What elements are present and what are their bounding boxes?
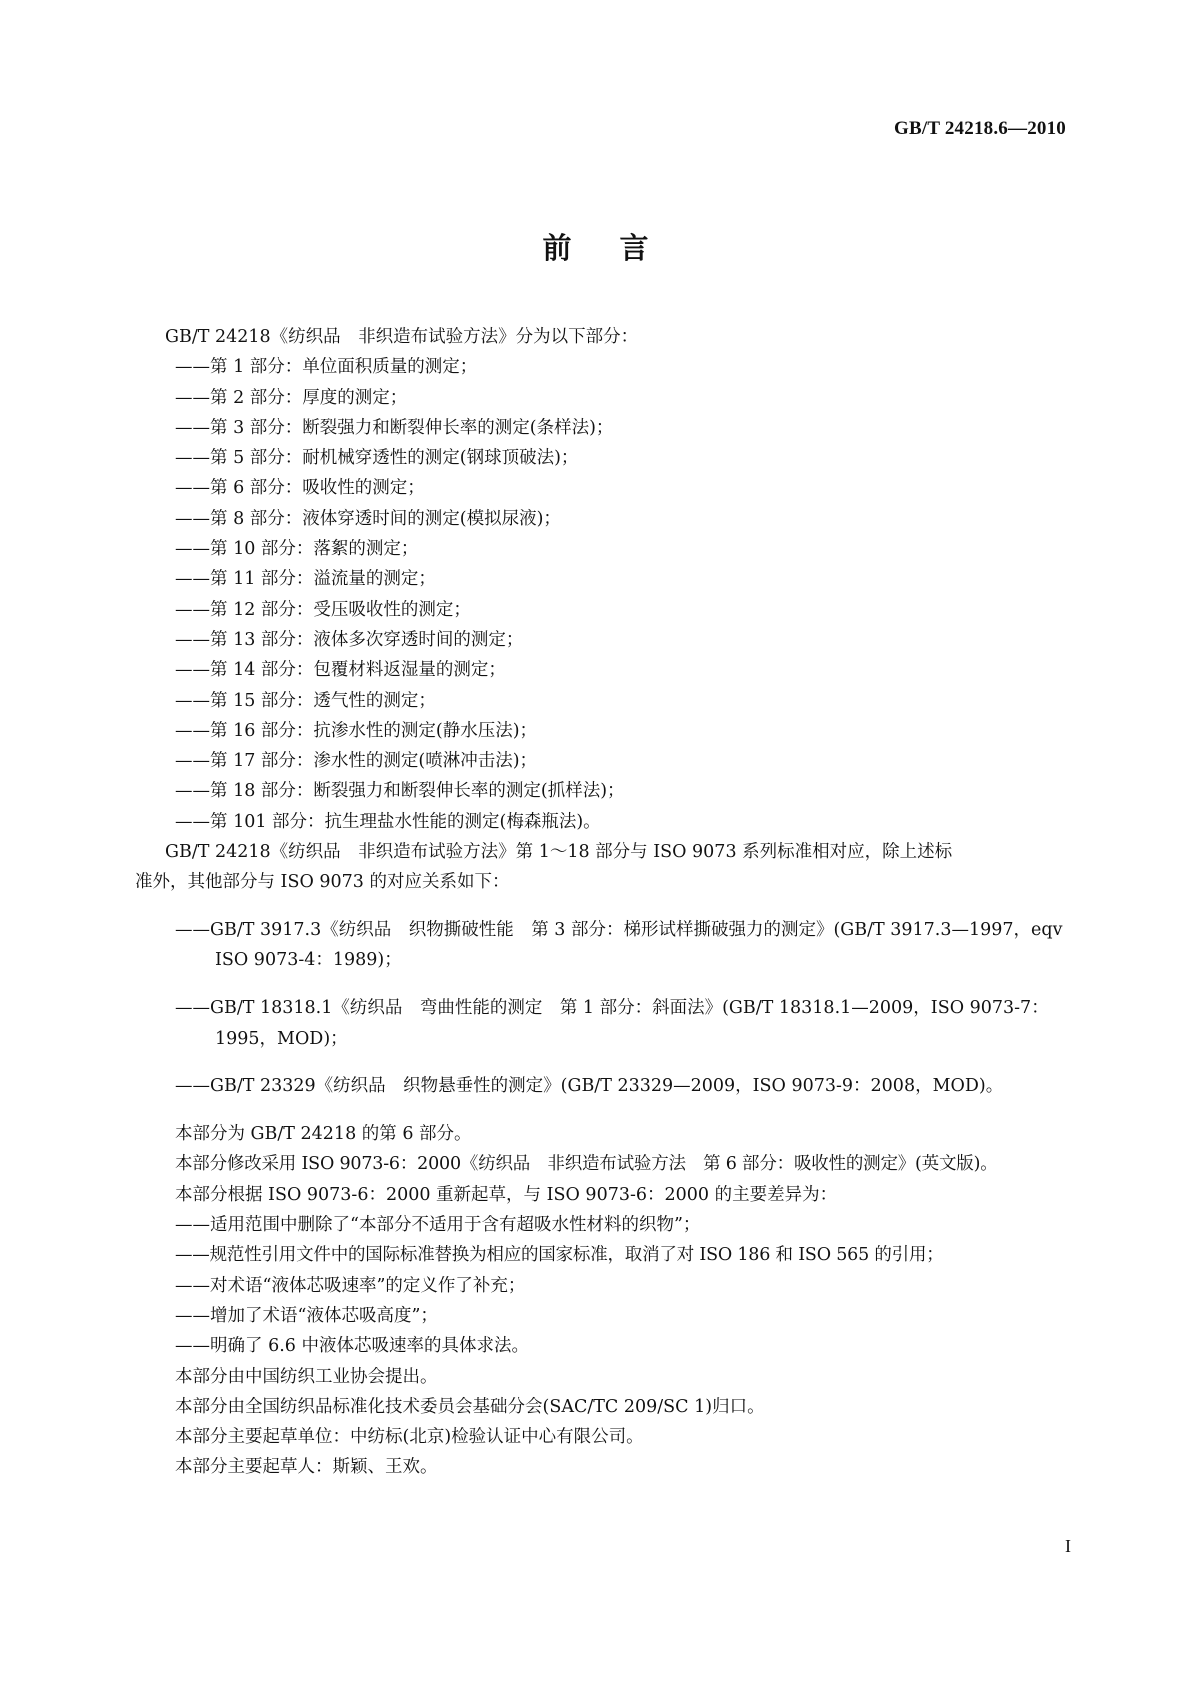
page-title: 前言: [542, 231, 697, 265]
part-item: ——第 1 部分：单位面积质量的测定；: [175, 357, 478, 378]
difference-item: ——适用范围中删除了“本部分不适用于含有超吸水性材料的织物”；: [175, 1215, 701, 1236]
part-item: ——第 18 部分：断裂强力和断裂伸长率的测定(抓样法)；: [175, 781, 625, 802]
correspondence-item: ——GB/T 18318.1《纺织品 弯曲性能的测定 第 1 部分：斜面法》(GB/T 18318.1—2009，ISO 9073-7：1995，MOD)；: [175, 998, 1049, 1049]
closing-statement: 本部分主要起草人：斯颖、王欢。: [175, 1457, 438, 1478]
part-item: ——第 10 部分：落絮的测定；: [175, 539, 419, 560]
closing-statement: 本部分由中国纺织工业协会提出。: [175, 1366, 438, 1387]
part-item: ——第 5 部分：耐机械穿透性的测定(钢球顶破法)；: [175, 448, 579, 469]
statement: 本部分为 GB/T 24218 的第 6 部分。: [175, 1124, 472, 1145]
closing-statement: 本部分由全国纺织品标准化技术委员会基础分会(SAC/TC 209/SC 1)归口。: [175, 1396, 765, 1417]
part-item: ——第 17 部分：渗水性的测定(喷淋冲击法)；: [175, 751, 538, 772]
page-number: I: [1065, 1536, 1071, 1556]
statement: 本部分修改采用 ISO 9073-6：2000《纺织品 非织造布试验方法 第 6 部分：吸收性的测定》(英文版)。: [175, 1154, 998, 1175]
document-body: [135, 322, 1065, 1483]
correspondence-line-2: 准外，其他部分与 ISO 9073 的对应关系如下：: [135, 872, 510, 893]
correspondence-item: ——GB/T 3917.3《纺织品 织物撕破性能 第 3 部分：梯形试样撕破强力的测定》(GB/T 3917.3—1997，eqv ISO 9073-4：1989)；: [175, 920, 1063, 971]
part-item: ——第 15 部分：透气性的测定；: [175, 690, 436, 711]
part-item: ——第 12 部分：受压吸收性的测定；: [175, 599, 471, 620]
difference-item: ——增加了术语“液体芯吸高度”；: [175, 1305, 438, 1326]
part-item: ——第 6 部分：吸收性的测定；: [175, 478, 425, 499]
part-item: ——第 3 部分：断裂强力和断裂伸长率的测定(条样法)；: [175, 417, 614, 438]
part-item: ——第 101 部分：抗生理盐水性能的测定(梅森瓶法)。: [175, 811, 601, 832]
statement: 本部分根据 ISO 9073-6：2000 重新起草，与 ISO 9073-6：2000 的主要差异为：: [175, 1184, 838, 1205]
difference-item: ——规范性引用文件中的国际标准替换为相应的国家标准，取消了对 ISO 186 和 ISO 565 的引用；: [175, 1245, 944, 1266]
difference-item: ——明确了 6.6 中液体芯吸速率的具体求法。: [175, 1336, 529, 1357]
part-item: ——第 2 部分：厚度的测定；: [175, 387, 408, 408]
correspondence-line-1: GB/T 24218《纺织品 非织造布试验方法》第 1～18 部分与 ISO 9073 系列标准相对应，除上述标: [165, 842, 953, 863]
correspondence-item: ——GB/T 23329《纺织品 织物悬垂性的测定》(GB/T 23329—2009，ISO 9073-9：2008，MOD)。: [175, 1076, 1004, 1097]
intro-paragraph: GB/T 24218《纺织品 非织造布试验方法》分为以下部分：: [165, 327, 639, 347]
standard-number: GB/T 24218.6—2010: [894, 118, 1066, 139]
part-item: ——第 14 部分：包覆材料返湿量的测定；: [175, 660, 506, 681]
part-item: ——第 8 部分：液体穿透时间的测定(模拟尿液)；: [175, 508, 561, 529]
difference-item: ——对术语“液体芯吸速率”的定义作了补充；: [175, 1275, 526, 1296]
part-item: ——第 13 部分：液体多次穿透时间的测定；: [175, 629, 524, 650]
part-item: ——第 11 部分：溢流量的测定；: [175, 569, 436, 590]
part-item: ——第 16 部分：抗渗水性的测定(静水压法)；: [175, 720, 538, 741]
closing-statement: 本部分主要起草单位：中纺标(北京)检验认证中心有限公司。: [175, 1427, 644, 1448]
